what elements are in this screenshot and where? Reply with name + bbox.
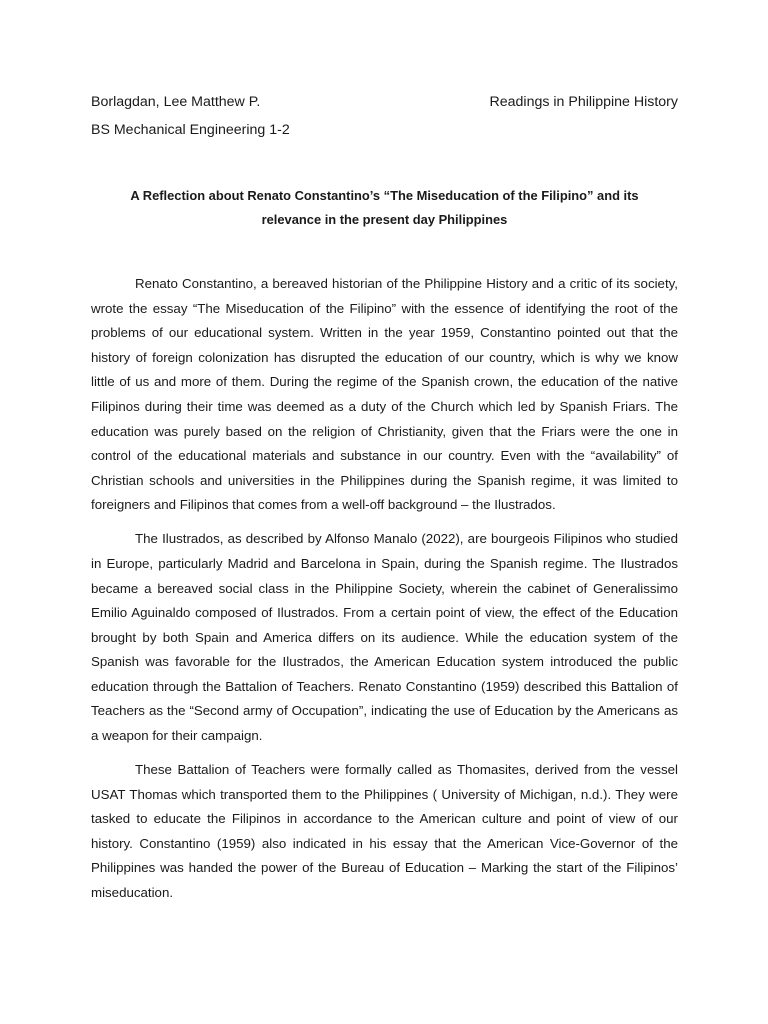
paragraph-2: The Ilustrados, as described by Alfonso Manalo (2022), are bourgeois Filipinos who studied in Europe, particularly Madrid and Barcelona in Spain, during the Spanish regime. The Ilustrados became a bereaved social class in the Philippine Society, wherein the cabinet of Generalissimo Emilio Aguinaldo composed of Ilustrados. From a certain point of view, the effect of the Education brought by both Spain and America differs on its audience. While the education system of the Spanish was favorable for the Ilustrados, the American Education system introduced the public education through the Battalion of Teachers. Renato Constantino (1959) described this Battalion of Teachers as the “Second army of Occupation”, indicating the use of Education by the Americans as a weapon for their campaign. — [91, 531, 678, 744]
course-name: Readings in Philippine History — [489, 94, 678, 110]
essay-title-line-2: relevance in the present day Philippines — [261, 212, 508, 227]
essay-body — [91, 272, 678, 906]
author-name: Borlagdan, Lee Matthew P. — [91, 94, 261, 110]
program-name: BS Mechanical Engineering 1-2 — [91, 122, 290, 138]
header-row — [91, 93, 678, 111]
essay-title — [91, 184, 678, 232]
paragraph-1: Renato Constantino, a bereaved historian of the Philippine History and a critic of its society, wrote the essay “The Miseducation of the Filipino” with the essence of identifying the root of the problems of our educational system. Written in the year 1959, Constantino pointed out that the history of foreign colonization has disrupted the education of our country, which is why we know little of us and more of them. During the regime of the Spanish crown, the education of the native Filipinos during their time was deemed as a duty of the Church which led by Spanish Friars. The education was purely based on the religion of Christianity, given that the Friars were the one in control of the educational materials and substance in our country. Even with the “availability” of Christian schools and universities in the Philippines during the Spanish regime, it was limited to foreigners and Filipinos that comes from a well-off background – the Ilustrados. — [91, 276, 678, 513]
program-row — [91, 121, 678, 139]
essay-title-line-1: A Reflection about Renato Constantino’s “The Miseducation of the Filipino” and its — [130, 188, 639, 203]
paragraph-3: These Battalion of Teachers were formally called as Thomasites, derived from the vessel USAT Thomas which transported them to the Philippines ( University of Michigan, n.d.). They were tasked to educate the Filipinos in accordance to the American culture and point of view of our history. Constantino (1959) also indicated in his essay that the American Vice-Governor of the Philippines was handed the power of the Bureau of Education – Marking the start of the Filipinos’ miseducation. — [91, 762, 678, 901]
